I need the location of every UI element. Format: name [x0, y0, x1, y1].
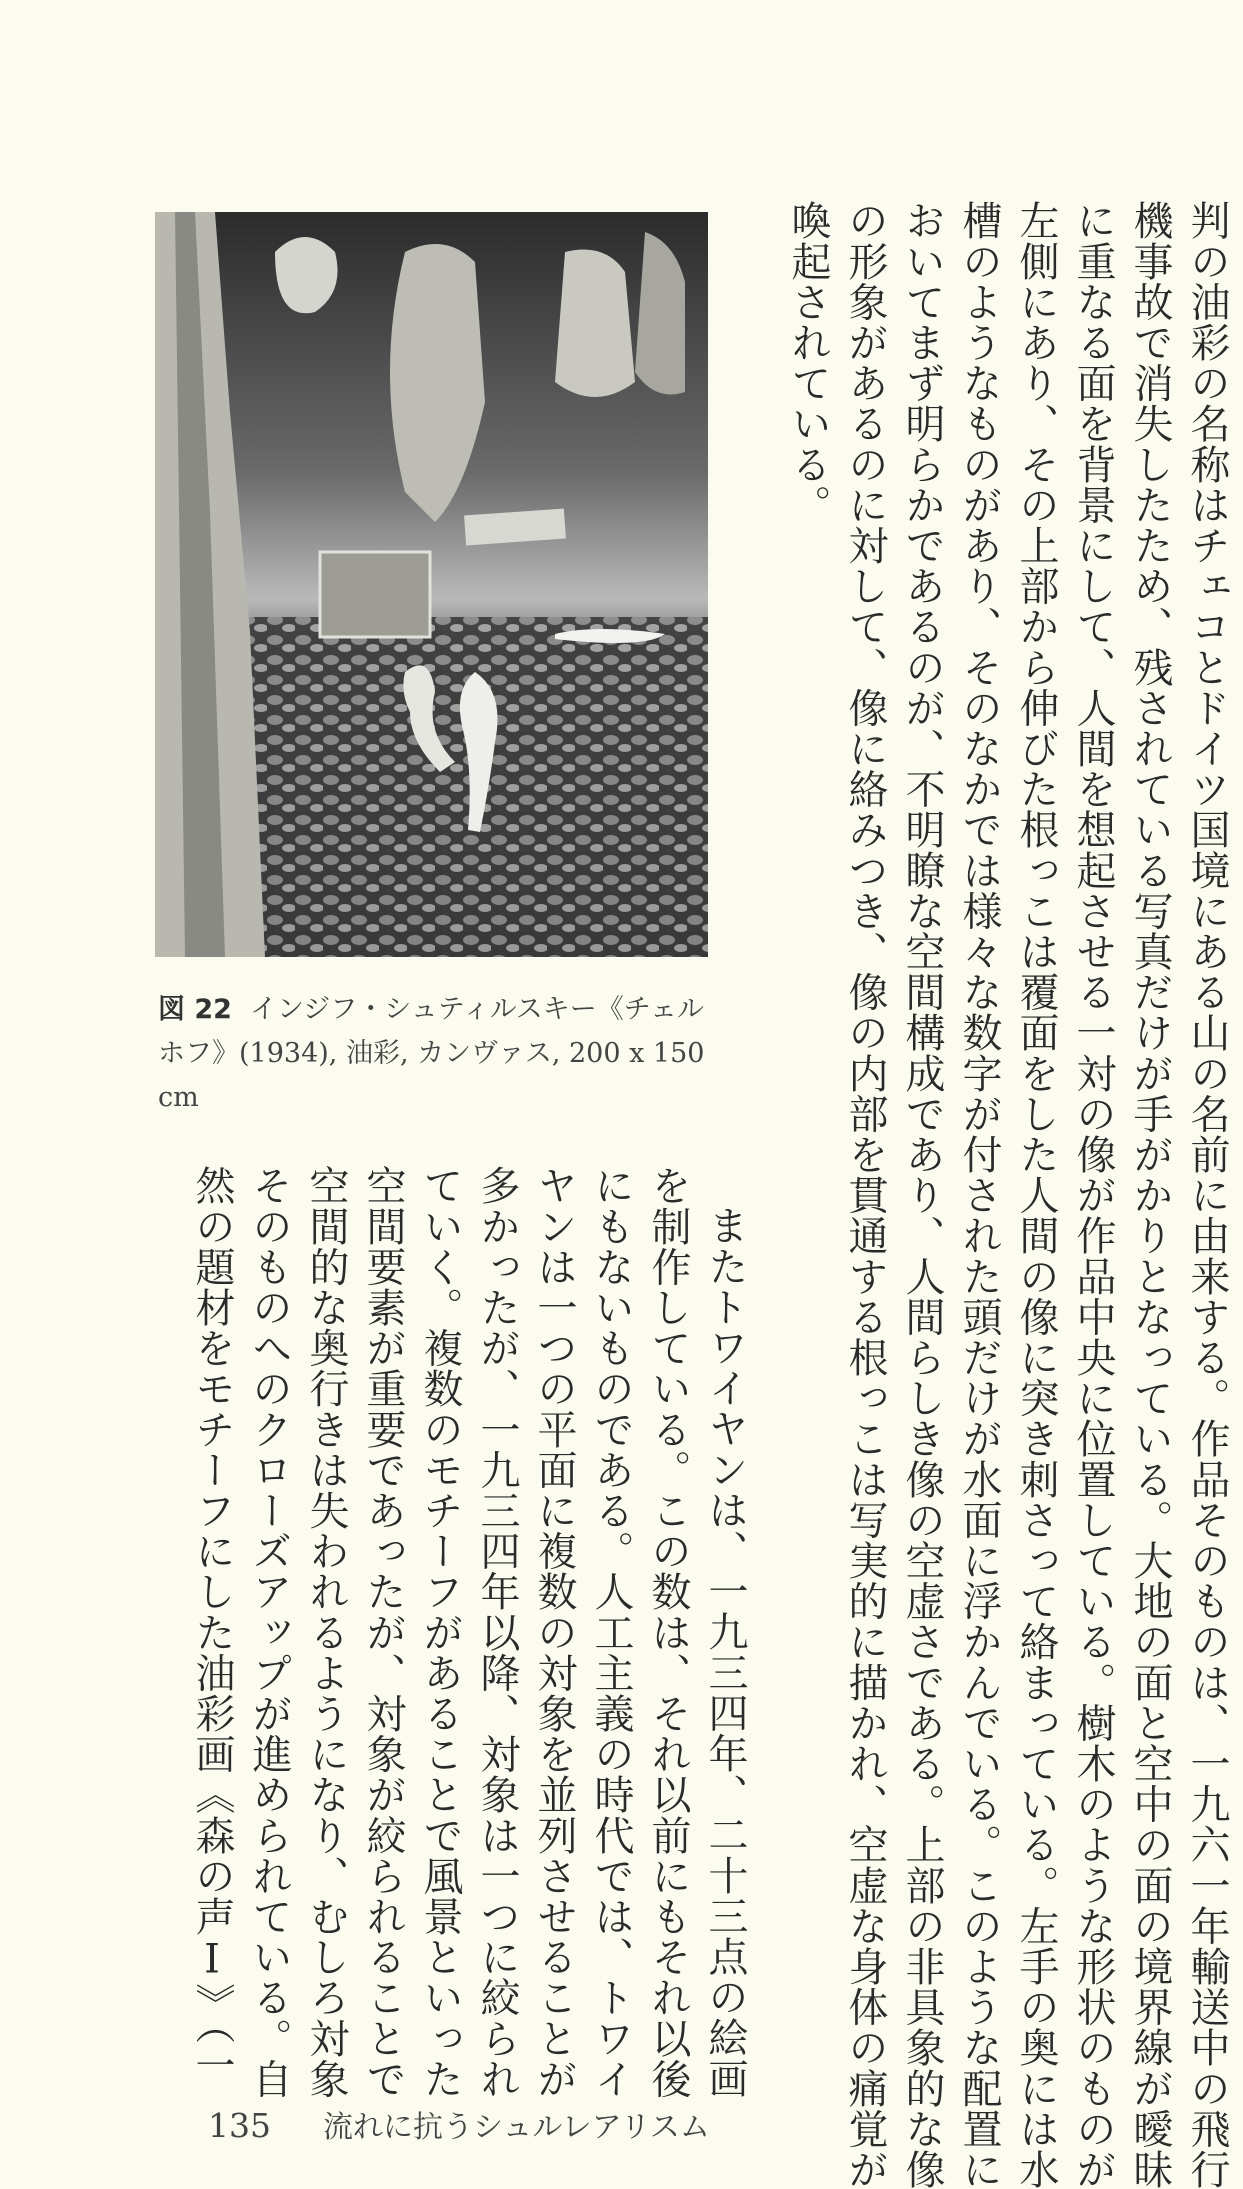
page-number: 135 — [208, 2106, 271, 2145]
text-line: おいてまず明らかであるのが、不明瞭な空間構成であり、人間らしき像の空虚さである。上部の非具象的な像 — [899, 200, 945, 2189]
body-text-lower — [183, 1165, 753, 2099]
running-title: 流れに抗うシュルレアリスム — [323, 2110, 710, 2145]
text-line: 左側にあり、その上部から伸びた根っこは覆面をした人間の像に突き刺さって絡まっている。左手の奥には水 — [1013, 200, 1059, 2189]
text-line: 然の題材をモチーフにした油彩画《森の声Ⅰ》（一 — [189, 1165, 235, 2085]
text-line: ていく。複数のモチーフがあることで風景といった — [417, 1165, 463, 2099]
figure-label: 図 22 — [158, 994, 232, 1025]
text-line: またトワイヤンは、一九三四年、二十三点の絵画 — [702, 1205, 748, 2099]
text-line: の形象があるのに対して、像に絡みつき、像の内部を貫通する根っこは写実的に描かれ、空虚な身体の痛覚が — [842, 200, 888, 2189]
text-line: 機事故で消失したため、残されている写真だけが手がかりとなっている。大地の面と空中の面の境界線が曖昧 — [1127, 200, 1173, 2189]
caption-line-2: ホフ》(1934), 油彩, カンヴァス, 200 x 150 cm — [158, 1038, 705, 1113]
figure-caption — [158, 988, 728, 1120]
page-footer — [208, 2102, 710, 2146]
text-line: 喚起されている。 — [785, 200, 831, 525]
text-line: を制作している。この数は、それ以前にもそれ以後 — [645, 1165, 691, 2099]
text-line: に重なる面を背景にして、人間を想起させる一対の像が作品中央に位置している。樹木のような形状のものが — [1070, 200, 1116, 2189]
figure-painting — [155, 212, 708, 957]
text-line: 空間的な奥行きは失われるようになり、むしろ対象 — [303, 1165, 349, 2099]
text-line: 空間要素が重要であったが、対象が絞られることで — [360, 1165, 406, 2099]
caption-line-1: インジフ・シュティルスキー《チェル — [249, 994, 704, 1025]
text-line: 槽のようなものがあり、そのなかでは様々な数字が付された頭だけが水面に浮かんでいる。このような配置に — [956, 200, 1002, 2189]
text-line: 多かったが、一九三四年以降、対象は一つに絞られ — [474, 1165, 520, 2099]
text-line: にもないものである。人工主義の時代では、トワイ — [588, 1165, 634, 2099]
text-line: ヤンは一つの平面に複数の対象を並列させることが — [531, 1165, 577, 2099]
text-line: そのものへのクローズアップが進められている。自 — [246, 1165, 292, 2099]
text-line: 判の油彩の名称はチェコとドイツ国境にある山の名前に由来する。作品そのものは、一九六一年輸送中の飛行 — [1184, 200, 1230, 2189]
body-text-upper — [779, 200, 1235, 2189]
painting-image — [155, 212, 708, 957]
